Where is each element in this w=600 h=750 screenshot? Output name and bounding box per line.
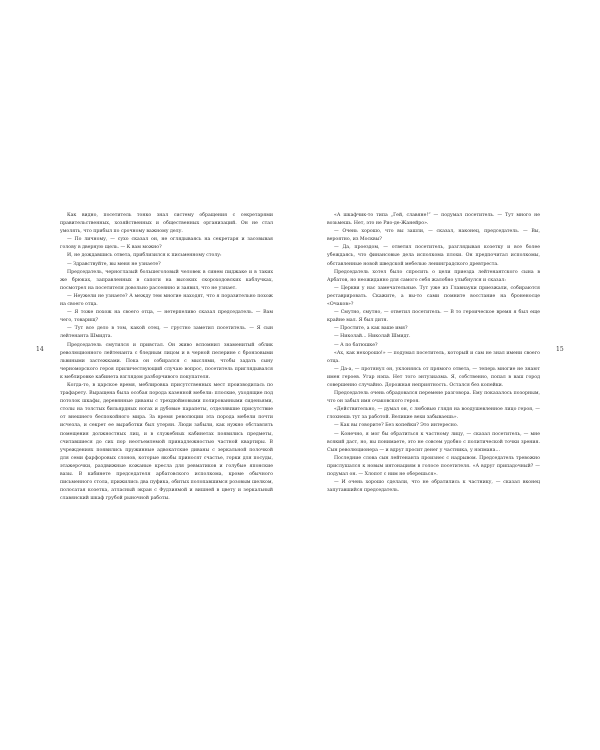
paragraph: Председатель смутился и привстал. Он живо вспомнил знаменитый облик революционного лейтенанта с бледным лицом и в черной пелерине с бронзовыми львиными застежками. Пока он собирался с мыслями, чтобы задать сыну черноморского героя приличествующий случаю вопрос, посетитель приглядывался к меблировке кабинета взглядом разборчивого покупателя. xyxy=(60,342,273,380)
paragraph: — Да-а, — протянул он, уклоняясь от прямого ответа, — теперь многие не знают имен героев. Угар нэпа. Нет того энтузиазма. Я, собственно, попал в ваш город совершенно случайно. Дорожная неприятность. Остался без копейки. xyxy=(327,366,540,388)
paragraph: — Простите, а как ваше имя? xyxy=(334,326,408,332)
paragraph: — Николай... Николай Шмидт. xyxy=(334,334,411,340)
paragraph: — Как вы говорите? Без копейки? Это интересно. xyxy=(334,423,459,429)
paragraph: — А по батюшке? xyxy=(334,342,378,348)
paragraph: — По личному, — сухо сказал он, не оглядываясь на секретаря и засовывая голову в дверную щель. — К вам можно? xyxy=(60,237,273,251)
paragraph: Когда-то, в царское время, меблировка присутственных мест производилась по трафарету. Выращена была особая порода казенной мебели: плоские, уходящие под потолок шкафы, деревянные диваны с трехдюймовыми полированными сиденьями, столы на толстых бильярдных ногах и дубовые парапеты, отделявшие присутствие от внешнего беспокойного мира. За время революции эта порода мебели почти исчезла, и секрет ее выработки был утерян. Люди забыли, как нужно обставлять помещения должностных лиц, и в служебных кабинетах появились предметы, считавшиеся до сих пор неотъемлемой принадлежностью частной квартиры. В учреждениях появились пружинные адвокатские диваны с зеркальной полочкой для семи фарфоровых слонов, которые якобы приносят счастье, горки для посуды, этажерочки, раздвижные кожаные кресла для ревматиков и голубые японские вазы. В кабинете председателя арбатовского исполкома, кроме обычного письменного стола, прижились два пуфика, обитых полопавшимся розовым шелком, полосатая козетка, атласный экран с Фудзиямой и вишней в цвету и зеркальный славянский шкаф грубой рыночной работы. xyxy=(60,382,273,502)
paragraph: Председатель очень обрадовался перемене разговора. Ему показалось позорным, что он забыл имя очаковского героя. xyxy=(327,391,540,405)
paragraph: Председатель, черноглазый большеголовый человек в синем пиджаке и в таких же брюках, заправленных в сапоги на высоких скороходовских каблучках, посмотрел на посетителя довольно рассеянно и заявил, что не узнает. xyxy=(60,269,273,291)
left-page-number: 14 xyxy=(36,346,44,353)
left-page-text xyxy=(60,212,273,522)
paragraph: Как видно, посетитель тонко знал систему обращения с секретарями правительственных, хозяйственных и общественных организаций. Он не стал умолять, что прибыл по срочному важному делу. xyxy=(60,213,273,235)
paragraph: Председатель хотел было спросить о цели приезда лейтенантского сына в Арбатов, но неожиданно для самого себя жалобно улыбнулся и сказал: xyxy=(327,269,540,283)
paragraph: — Здравствуйте, вы меня не узнаете? xyxy=(67,261,161,267)
paragraph: И, не дождавшись ответа, приблизился к письменному столу: xyxy=(67,253,222,259)
paragraph: — Очень хорошо, что вы зашли, — сказал, наконец, председатель. — Вы, вероятно, из Москвы? xyxy=(327,229,540,243)
paragraph: — Смутно, смутно, — ответил посетитель. — В то героическое время я был еще крайне мал. Я был дитя. xyxy=(327,310,540,324)
paragraph: — Тут все дело в том, какой отец, — грустно заметил посетитель. — Я сын лейтенанта Шмидта. xyxy=(60,326,273,340)
right-page-text xyxy=(327,212,540,494)
paragraph: «Действительно, — думал он, с любовью глядя на воодушевленное лицо героя, — глохнешь тут за работой. Великие вехи забываешь». xyxy=(327,407,540,421)
paragraph: — Церкви у нас замечательные. Тут уже из Главнауки приезжали, собираются реставрировать. Скажите, а вы-то сами помните восстание на броненосце «Очаков»? xyxy=(327,285,540,308)
paragraph: Последние слова сын лейтенанта произнес с надрывом. Председатель тревожно прислушался к новым интонациям в голосе посетителя. «А вдруг припадочный? — подумал он. — Хлопот с ним не оберешься». xyxy=(327,455,540,477)
paragraph: — Конечно, я мог бы обратиться к частному лицу, — сказал посетитель, — мне всякий даст, но, вы понимаете, это не совсем удобно с политической точки зрения. Сын революционера — и вдруг просит денег у частника, у нэпмана... xyxy=(327,431,540,453)
paragraph: — Да, проездом, — ответил посетитель, разглядывая козетку и все более убеждаясь, что финансовые дела исполкома плохи. Он предпочитал исполкомы, обставленные новой шведской мебелью ленинградского древтреста. xyxy=(327,245,540,267)
right-page-number: 15 xyxy=(556,346,564,353)
paragraph: — И очень хорошо сделали, что не обратились к частнику, — сказал вконец запутавшийся председатель. xyxy=(327,480,540,494)
paragraph: «А шкафчик-то типа „Гей, славяне!“ — подумал посетитель. — Тут много не возьмешь. Нет, это не Рио-де-Жанейро». xyxy=(327,213,540,227)
paragraph: — Неужели не узнаете? А между тем многие находят, что я поразительно похож на своего отца. xyxy=(60,293,273,308)
paragraph: «Ах, как нехорошо!» — подумал посетитель, который и сам не знал имени своего отца. xyxy=(327,350,540,364)
paragraph: — Я тоже похож на своего отца, — нетерпеливо сказал председатель. — Вам чего, товарищ? xyxy=(60,310,273,324)
